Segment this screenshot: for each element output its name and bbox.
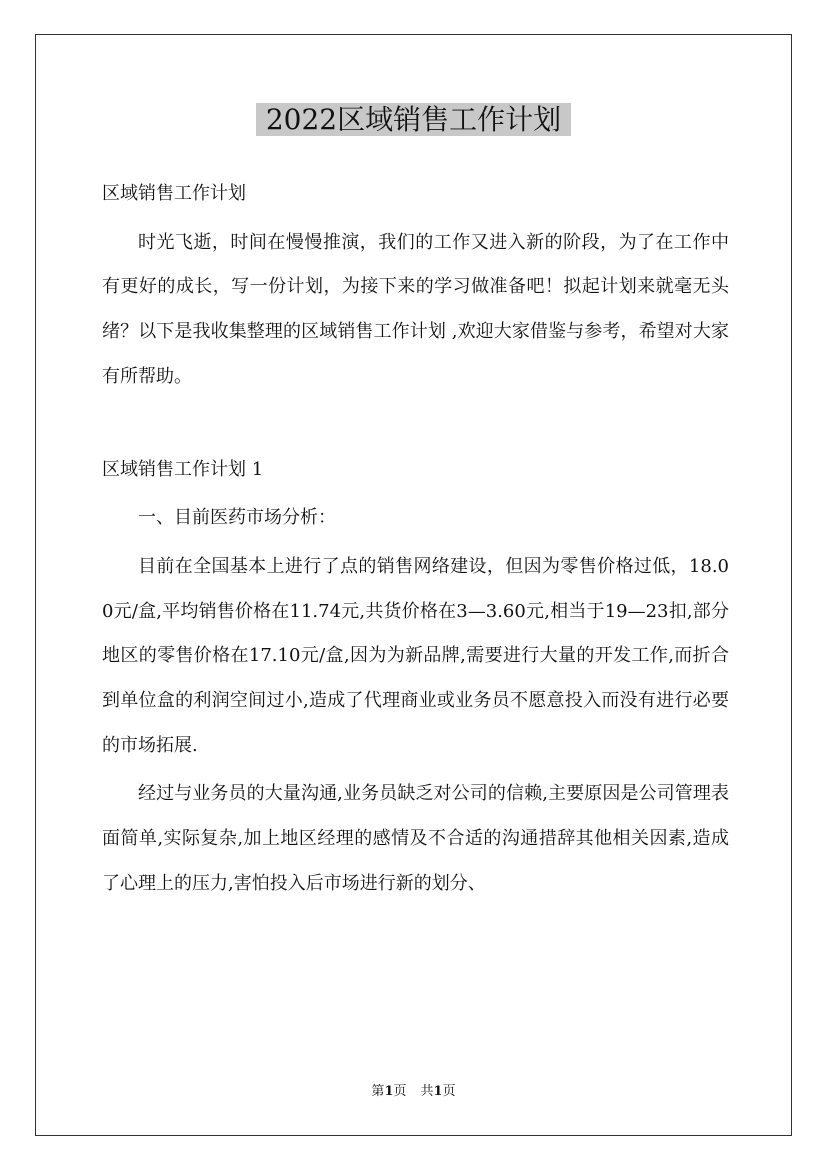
page-number-total: 1 [433,1084,443,1099]
document-title [0,100,827,140]
intro-heading: 区域销售工作计划 [102,183,246,204]
page-total-prefix: 共 [420,1084,434,1099]
document-title-text: 2022区域销售工作计划 [256,103,571,136]
intro-paragraph: 时光飞逝，时间在慢慢推演，我们的工作又进入新的阶段，为了在工作中有更好的成长，写一份计划，为接下来的学习做准备吧！拟起计划来就毫无头绪？以下是我收集整理的区域销售工作计划 ,欢迎大家借鉴与参考，希望对大家有所帮助。 [102,231,729,387]
document-body [102,172,729,907]
page-footer [0,1083,827,1101]
salesperson-communication-paragraph: 经过与业务员的大量沟通,业务员缺乏对公司的信赖,主要原因是公司管理表面简单,实际复杂,加上地区经理的感情及不合适的沟通措辞其他相关因素,造成了心理上的压力,害怕投入后市场进行新的划分、 [102,783,729,894]
market-analysis-subheading: 一、目前医药市场分析： [138,507,336,529]
page-total-suffix: 页 [442,1084,456,1099]
page-number-current: 1 [384,1084,394,1099]
page-number-prefix: 第 [371,1084,385,1099]
page-number-suffix: 页 [393,1084,407,1099]
section-heading: 区域销售工作计划 1 [102,458,264,480]
market-analysis-paragraph: 目前在全国基本上进行了点的销售网络建设，但因为零售价格过低，18.00元/盒,平均销售价格在11.74元,共货价格在3—3.60元,相当于19—23扣,部分地区的零售价格在17.10元/盒,因为为新品牌,需要进行大量的开发工作,而折合到单位盒的利润空间过小,造成了代理商业或业务员不愿意投入而没有进行必要的市场拓展. [102,555,729,756]
